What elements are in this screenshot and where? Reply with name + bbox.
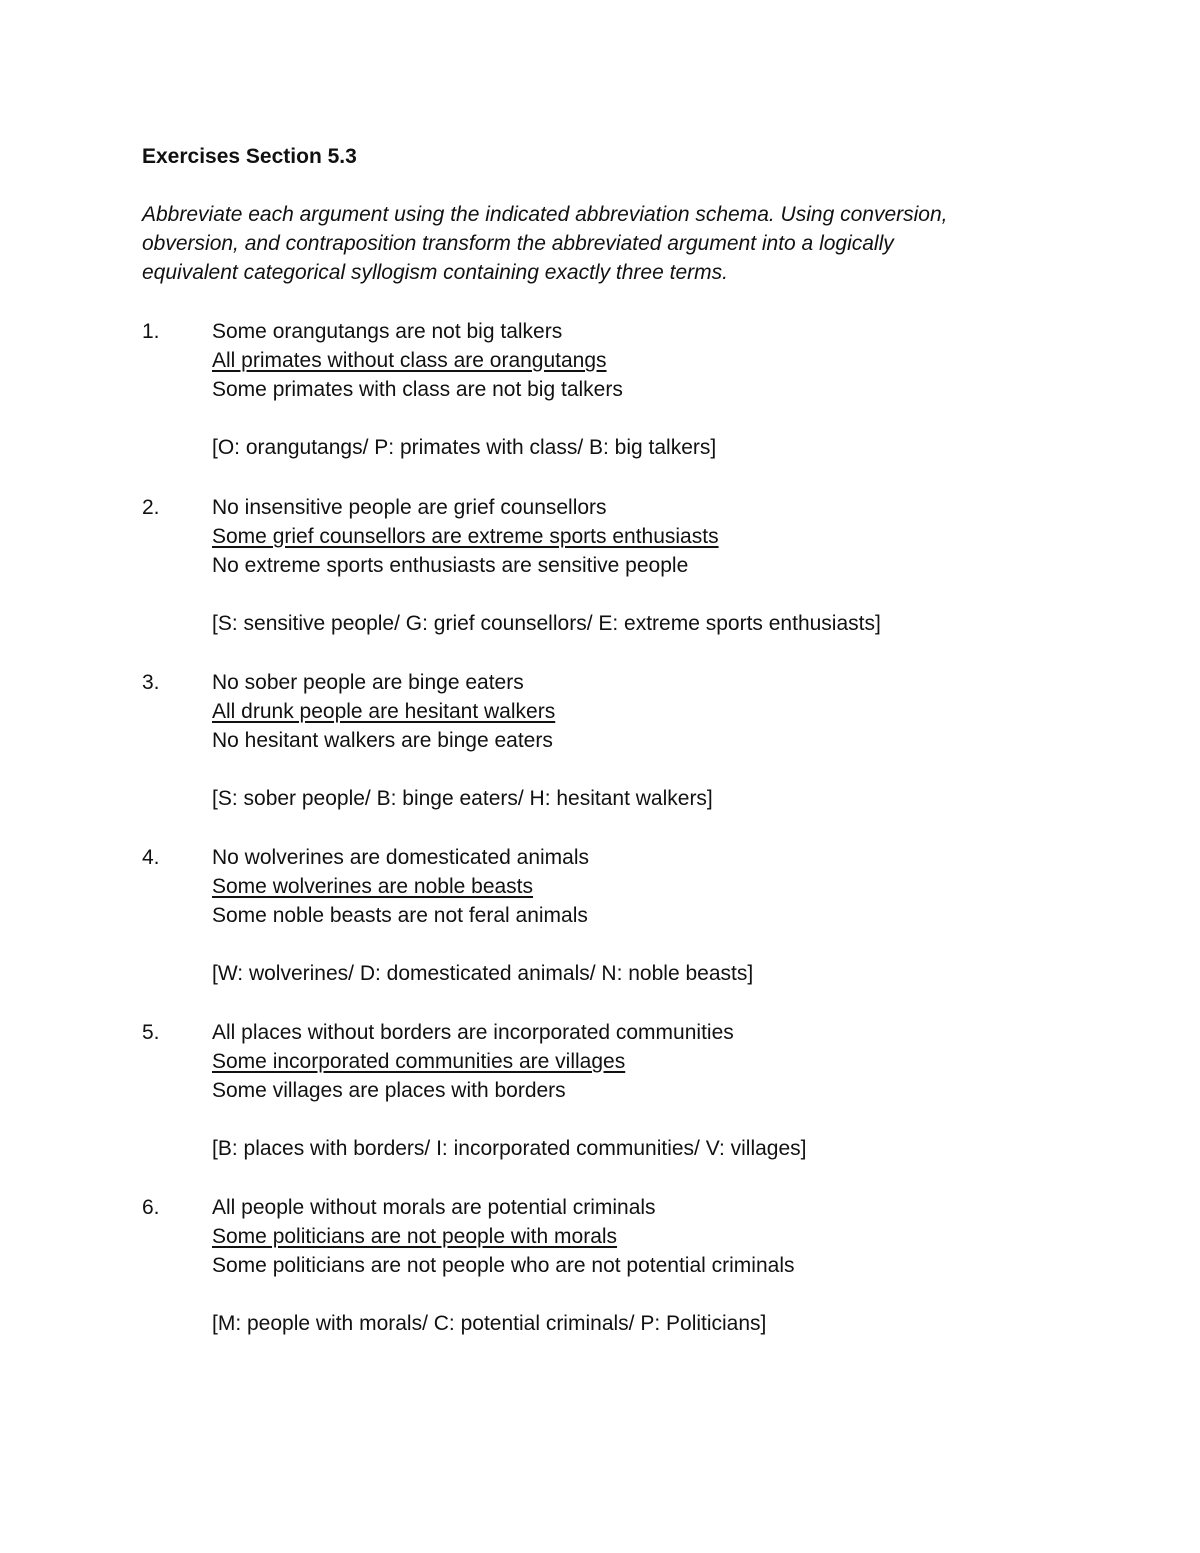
abbreviation-schema: [S: sober people/ B: binge eaters/ H: hesitant walkers] xyxy=(212,787,713,810)
exercise-argument xyxy=(212,317,716,462)
conclusion: Some noble beasts are not feral animals xyxy=(212,904,588,927)
instructions-line: equivalent categorical syllogism containing exactly three terms. xyxy=(142,261,728,284)
premise-1: No insensitive people are grief counsellors xyxy=(212,496,607,519)
exercise-number: 1. xyxy=(142,320,160,343)
exercise-number: 3. xyxy=(142,671,160,694)
premise-2: Some incorporated communities are villages xyxy=(212,1050,626,1073)
exercise-number: 4. xyxy=(142,846,160,869)
premise-1: All people without morals are potential criminals xyxy=(212,1196,656,1219)
exercise-number: 2. xyxy=(142,496,160,519)
premise-2: All primates without class are orangutangs xyxy=(212,349,607,372)
exercise-number: 5. xyxy=(142,1021,160,1044)
conclusion: Some villages are places with borders xyxy=(212,1079,566,1102)
exercise-argument xyxy=(212,668,713,813)
premise-1: All places without borders are incorporated communities xyxy=(212,1021,734,1044)
premise-1: Some orangutangs are not big talkers xyxy=(212,320,563,343)
premise-2: Some grief counsellors are extreme sports enthusiasts xyxy=(212,525,719,548)
conclusion: Some politicians are not people who are not potential criminals xyxy=(212,1254,795,1277)
premise-1: No sober people are binge eaters xyxy=(212,671,524,694)
abbreviation-schema: [M: people with morals/ C: potential criminals/ P: Politicians] xyxy=(212,1312,767,1335)
abbreviation-schema: [S: sensitive people/ G: grief counsellors/ E: extreme sports enthusiasts] xyxy=(212,612,881,635)
exercise-argument xyxy=(212,493,881,638)
conclusion: Some primates with class are not big talkers xyxy=(212,378,623,401)
conclusion: No hesitant walkers are binge eaters xyxy=(212,729,553,752)
exercise-argument xyxy=(212,1018,806,1163)
premise-2: All drunk people are hesitant walkers xyxy=(212,700,556,723)
exercise-argument xyxy=(212,1193,795,1338)
premise-2: Some politicians are not people with morals xyxy=(212,1225,618,1248)
instructions-line: obversion, and contraposition transform the abbreviated argument into a logically xyxy=(142,232,894,255)
conclusion: No extreme sports enthusiasts are sensitive people xyxy=(212,554,689,577)
section-heading: Exercises Section 5.3 xyxy=(142,145,357,168)
abbreviation-schema: [W: wolverines/ D: domesticated animals/ N: noble beasts] xyxy=(212,962,754,985)
premise-2: Some wolverines are noble beasts xyxy=(212,875,534,898)
instructions-paragraph xyxy=(142,200,1082,287)
premise-1: No wolverines are domesticated animals xyxy=(212,846,590,869)
abbreviation-schema: [O: orangutangs/ P: primates with class/ B: big talkers] xyxy=(212,436,717,459)
exercise-argument xyxy=(212,843,753,988)
instructions-line: Abbreviate each argument using the indicated abbreviation schema. Using conversion, xyxy=(142,203,948,226)
exercise-number: 6. xyxy=(142,1196,160,1219)
abbreviation-schema: [B: places with borders/ I: incorporated communities/ V: villages] xyxy=(212,1137,807,1160)
